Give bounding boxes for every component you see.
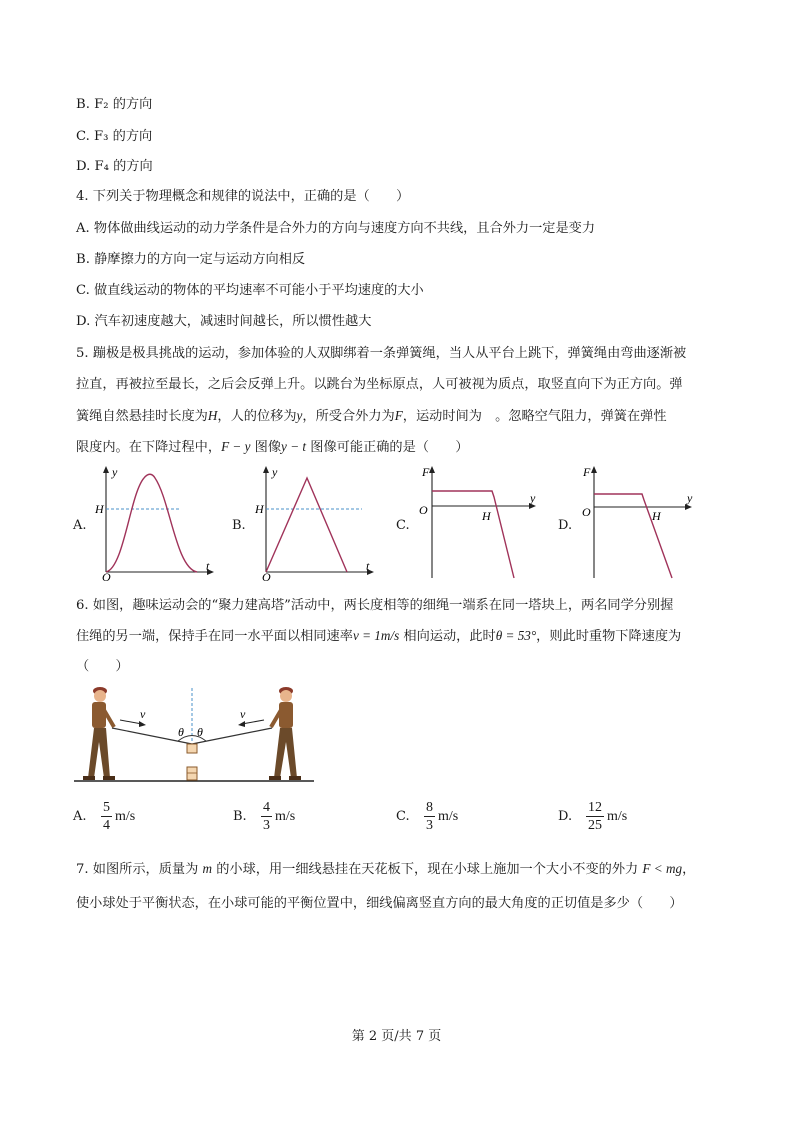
q4-option-c: C. 做直线运动的物体的平均速率不可能小于平均速度的大小 [76,283,424,298]
origin-label: O [582,505,591,519]
h-mark: H [255,502,264,516]
q6-option-b-value: $\frac{4}{3}$ m/s [263,800,296,833]
q5-option-d-label: D. [558,518,573,533]
q5-graph-a [92,464,220,582]
theta-label-right: θ [197,725,203,739]
q5-stem-line2: 拉直，再被拉至最长，之后会反弹上升。以跳台为坐标原点，人可被视为质点，取竖直向下为正方向。弹 [76,377,683,392]
q6-option-d-value: $\frac{12}{25}$ m/s [588,800,628,833]
q5-graph-d [578,464,708,582]
velocity-label-right: v [240,707,246,721]
origin-label: O [262,570,271,582]
axis-y-label: y [530,491,536,505]
q4-stem: 4. 下列关于物理概念和规律的说法中，正确的是（ ） [76,189,410,204]
axis-f-label: F [422,465,430,479]
origin-label: O [419,503,428,517]
q6-stem-line2: 住绳的另一端，保持手在同一水平面以相同速率v = 1m/s 相向运动，此时θ = 53°，则此时重物下降速度为 [76,628,682,644]
q6-stem-line1: 6. 如图，趣味运动会的“聚力建高塔”活动中，两长度相等的细绳一端系在同一塔块上，两名同学分别握 [76,598,674,613]
axis-t-label: t [366,559,370,573]
origin-label: O [102,570,111,582]
q3-option-d: D. F₄ 的方向 [76,159,153,174]
axis-y-label: y [272,465,278,479]
axis-y-label: y [112,465,118,479]
q7-stem-line2: 使小球处于平衡状态，在小球可能的平衡位置中，细线偏离竖直方向的最大角度的正切值是多少（ ） [76,896,683,911]
q5-option-b-label: B. [232,518,246,533]
q6-option-a-value: $\frac{5}{4}$ m/s [103,800,136,833]
q5-graph-c [414,464,544,582]
q5-option-c-label: C. [396,518,410,533]
q3-option-b: B. F₂ 的方向 [76,97,153,112]
axis-f-label: F [583,465,591,479]
q6-option-c-value: $\frac{8}{3}$ m/s [426,800,459,833]
q6-option-c-label: C. [396,809,410,824]
q6-option-b-label: B. [233,809,247,824]
axis-y-label: y [687,491,693,505]
q5-stem-line1: 5. 蹦极是极具挑战的运动，参加体验的人双脚绑着一条弹簧绳，当人从平台上跳下，弹簧绳由弯曲逐渐被 [76,346,687,361]
q5-stem-line3: 簧绳自然悬挂时长度为H，人的位移为y，所受合外力为F，运动时间为 。忽略空气阻力，弹簧在弹性 [76,408,667,424]
q4-option-d: D. 汽车初速度越大，减速时间越长，所以惯性越大 [76,314,372,329]
h-mark: H [95,502,104,516]
q6-option-a-label: A. [73,809,87,824]
h-mark: H [482,509,491,523]
velocity-label-left: v [140,707,146,721]
q6-stem-line3: （ ） [76,659,129,674]
q7-stem-line1: 7. 如图所示，质量为 m 的小球，用一细线悬挂在天花板下，现在小球上施加一个大小不变的外力 F < mg， [76,861,696,877]
q5-stem-line4: 限度内。在下降过程中，F − y 图像y − t 图像可能正确的是（ ） [76,439,469,455]
q6-option-d-label: D. [558,809,573,824]
q4-option-b: B. 静摩擦力的方向一定与运动方向相反 [76,252,306,267]
q6-tower-figure [74,682,314,784]
right-student [269,687,301,780]
q5-option-a-label: A. [73,518,87,533]
q5-graph-b [252,464,380,582]
q4-option-a: A. 物体做曲线运动的动力学条件是合外力的方向与速度方向不共线，且合外力一定是变力 [76,221,596,236]
theta-label-left: θ [178,725,184,739]
left-student [83,687,115,780]
axis-t-label: t [206,559,210,573]
h-mark: H [652,509,661,523]
page-footer: 第 2 页/共 7 页 [351,1029,442,1044]
q3-option-c: C. F₃ 的方向 [76,129,153,144]
